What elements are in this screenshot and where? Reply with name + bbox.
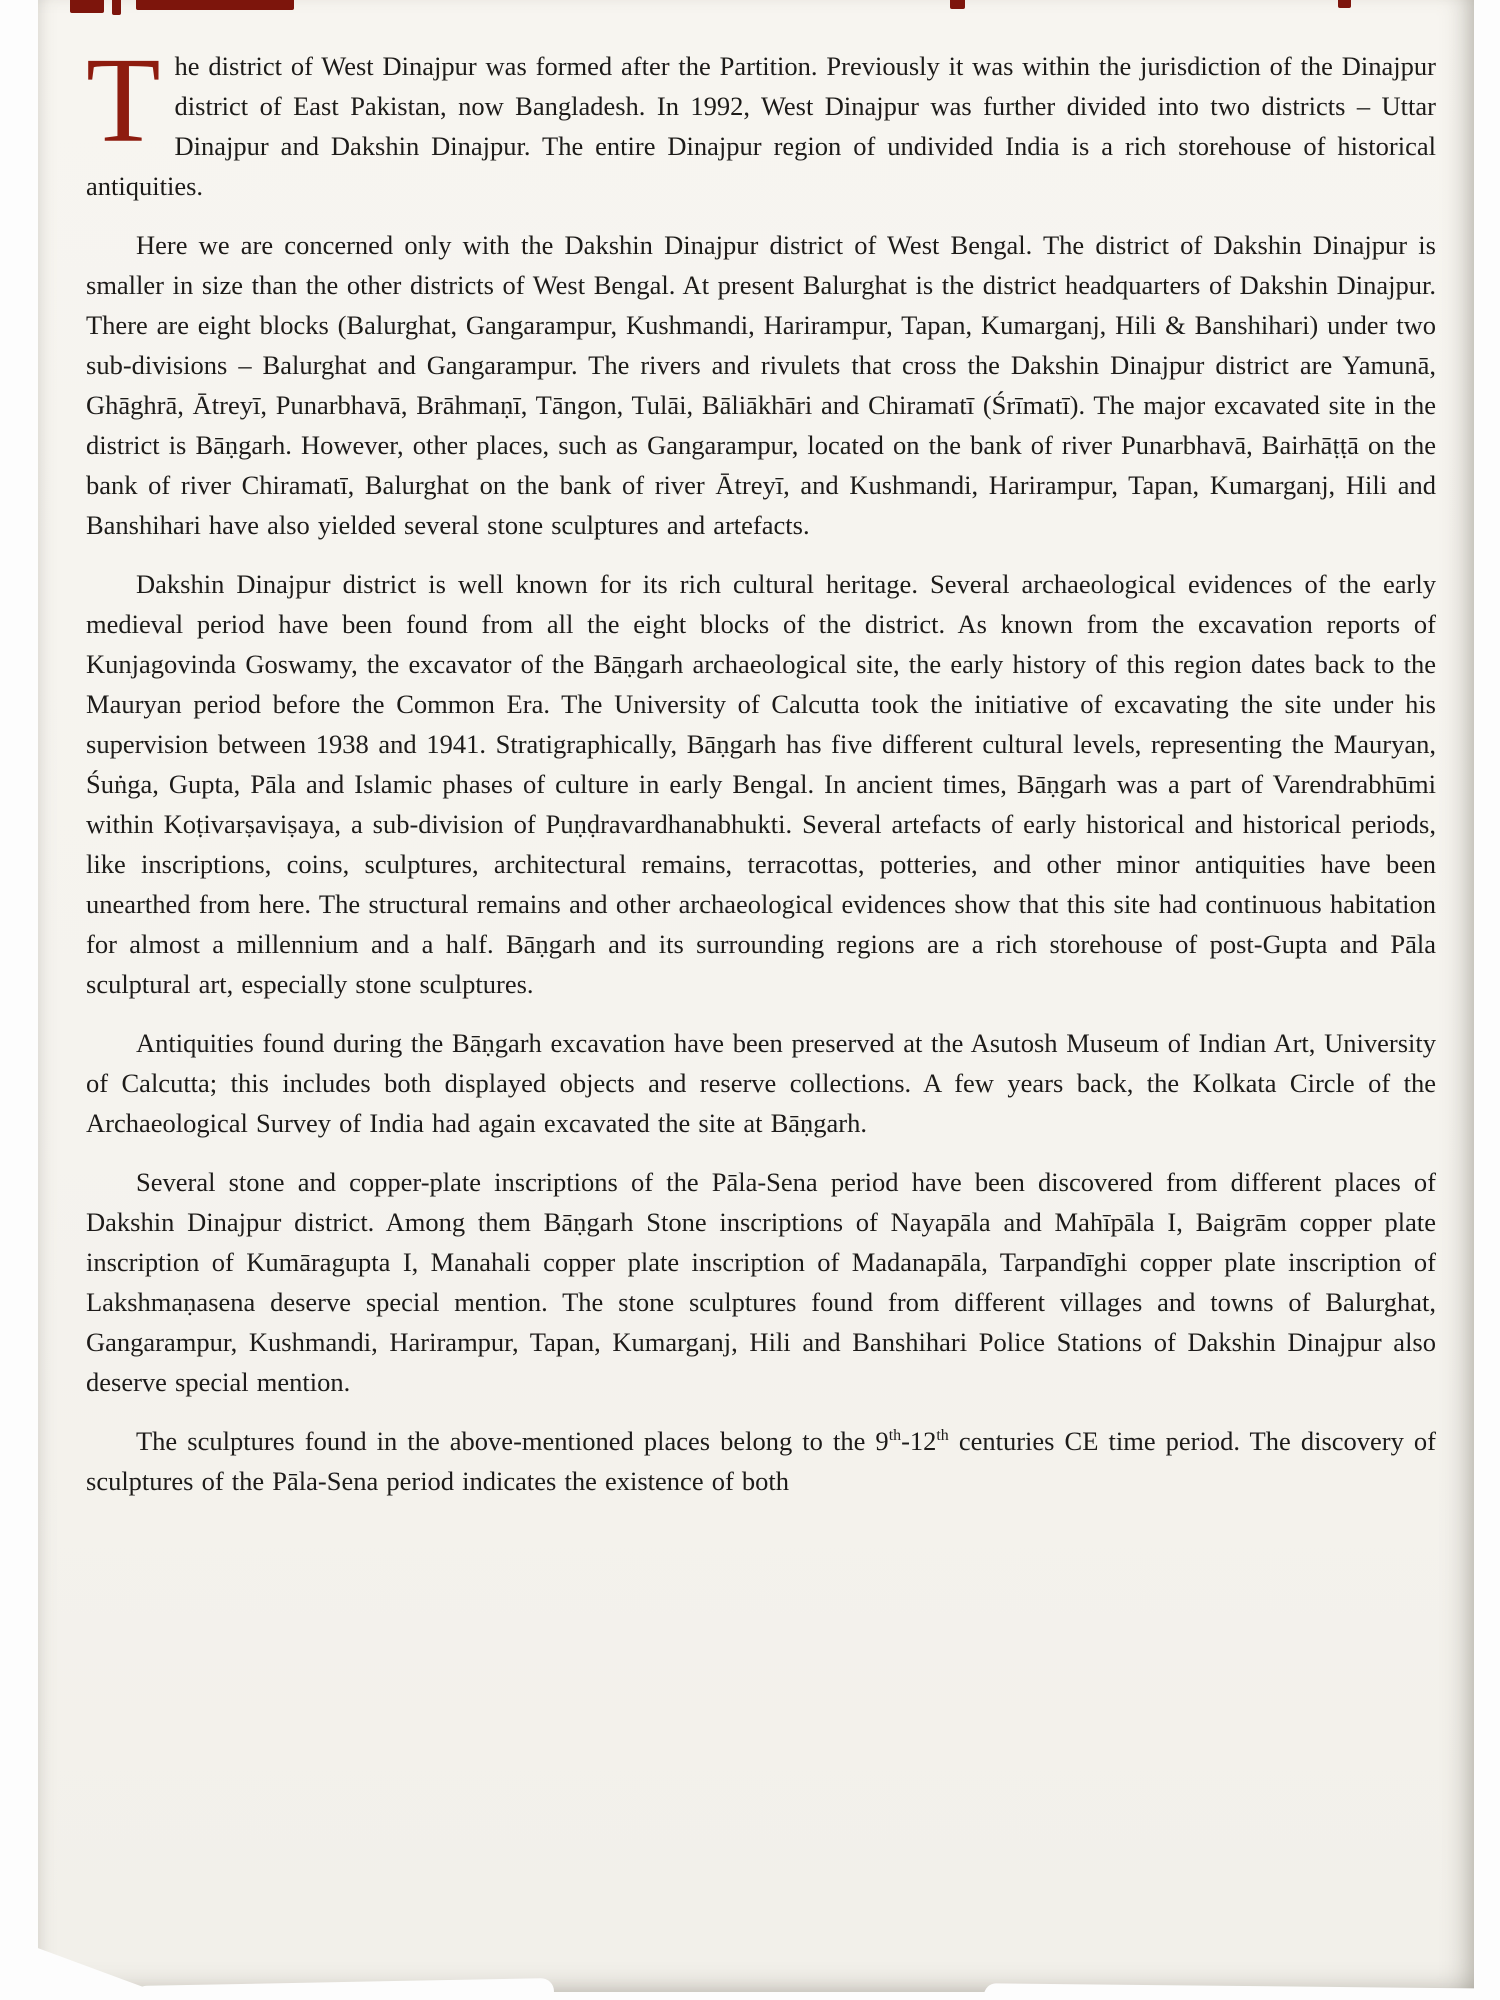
paragraph-6-text-end: centuries CE time period. The discovery of sculptures of the Pāla-Sena period indicates the existence of both <box>86 1426 1436 1496</box>
paragraph-1 <box>86 33 1436 206</box>
paragraph-6-text-mid: -12 <box>901 1426 937 1456</box>
page-text-block <box>38 0 1474 1992</box>
paragraph-2: Here we are concerned only with the Dakshin Dinajpur district of West Bengal. The district of Dakshin Dinajpur is smaller in size than the other districts of West Bengal. At present Balurghat is the district headquarters of Dakshin Dinajpur. There are eight blocks (Balurghat, Gangarampur, Kushmandi, Harirampur, Tapan, Kumarganj, Hili & Banshihari) under two sub-divisions – Balurghat and Gangarampur. The rivers and rivulets that cross the Dakshin Dinajpur district are Yamunā, Ghāghrā, Ātreyī, Punarbhavā, Brāhmaṇī, Tāngon, Tulāi, Bāliākhāri and Chiramatī (Śrīmatī). The major excavated site in the district is Bāṇgarh. However, other places, such as Gangarampur, located on the bank of river Punarbhavā, Bairhāṭṭā on the bank of river Chiramatī, Balurghat on the bank of river Ātreyī, and Kushmandi, Harirampur, Tapan, Kumarganj, Hili and Banshihari have also yielded several stone sculptures and artefacts. <box>86 230 1436 540</box>
ordinal-superscript: th <box>888 1427 902 1445</box>
paragraph-6-text-start: The sculptures found in the above-mentioned places belong to the 9 <box>136 1426 889 1456</box>
paragraph-1-text: he district of West Dinajpur was formed after the Partition. Previously it was within the jurisdiction of the Dinajpur district of East Pakistan, now Bangladesh. In 1992, West Dinajpur was further divided into two districts – Uttar Dinajpur and Dakshin Dinajpur. The entire Dinajpur region of undivided India is a rich storehouse of historical antiquities. <box>86 51 1436 201</box>
drop-cap-letter: T <box>86 33 161 168</box>
paragraph-3: Dakshin Dinajpur district is well known for its rich cultural heritage. Several archaeological evidences of the early medieval period have been found from all the eight blocks of the district. As known from the excavation reports of Kunjagovinda Goswamy, the excavator of the Bāṇgarh archaeological site, the early history of this region dates back to the Mauryan period before the Common Era. The University of Calcutta took the initiative of excavating the site under his supervision between 1938 and 1941. Stratigraphically, Bāṇgarh has five different cultural levels, representing the Mauryan, Śuṅga, Gupta, Pāla and Islamic phases of culture in early Bengal. In ancient times, Bāṇgarh was a part of Varendrabhūmi within Koṭivarṣaviṣaya, a sub-division of Puṇḍravardhanabhukti. Several artefacts of early historical and historical periods, like inscriptions, coins, sculptures, architectural remains, terracottas, potteries, and other minor antiquities have been unearthed from here. The structural remains and other archaeological evidences show that this site had continuous habitation for almost a millennium and a half. Bāṇgarh and its surrounding regions are a rich storehouse of post-Gupta and Pāla sculptural art, especially stone sculptures. <box>86 569 1436 999</box>
ordinal-superscript: th <box>936 1427 949 1445</box>
paragraph-5: Several stone and copper-plate inscriptions of the Pāla-Sena period have been discovered from different places of Dakshin Dinajpur district. Among them Bāṇgarh Stone inscriptions of Nayapāla and Mahīpāla I, Baigrām copper plate inscription of Kumāragupta I, Manahali copper plate inscription of Madanapāla, Tarpandīghi copper plate inscription of Lakshmaṇasena deserve special mention. The stone sculptures found from different villages and towns of Balurghat, Gangarampur, Kushmandi, Harirampur, Tapan, Kumarganj, Hili and Banshihari Police Stations of Dakshin Dinajpur also deserve special mention. <box>86 1167 1436 1397</box>
paragraph-4: Antiquities found during the Bāṇgarh excavation have been preserved at the Asutosh Museum of Indian Art, University of Calcutta; this includes both displayed objects and reserve collections. A few years back, the Kolkata Circle of the Archaeological Survey of India had again excavated the site at Bāṇgarh. <box>86 1028 1436 1138</box>
paragraph-6 <box>86 1421 1436 1501</box>
scanned-book-page <box>38 0 1474 1992</box>
